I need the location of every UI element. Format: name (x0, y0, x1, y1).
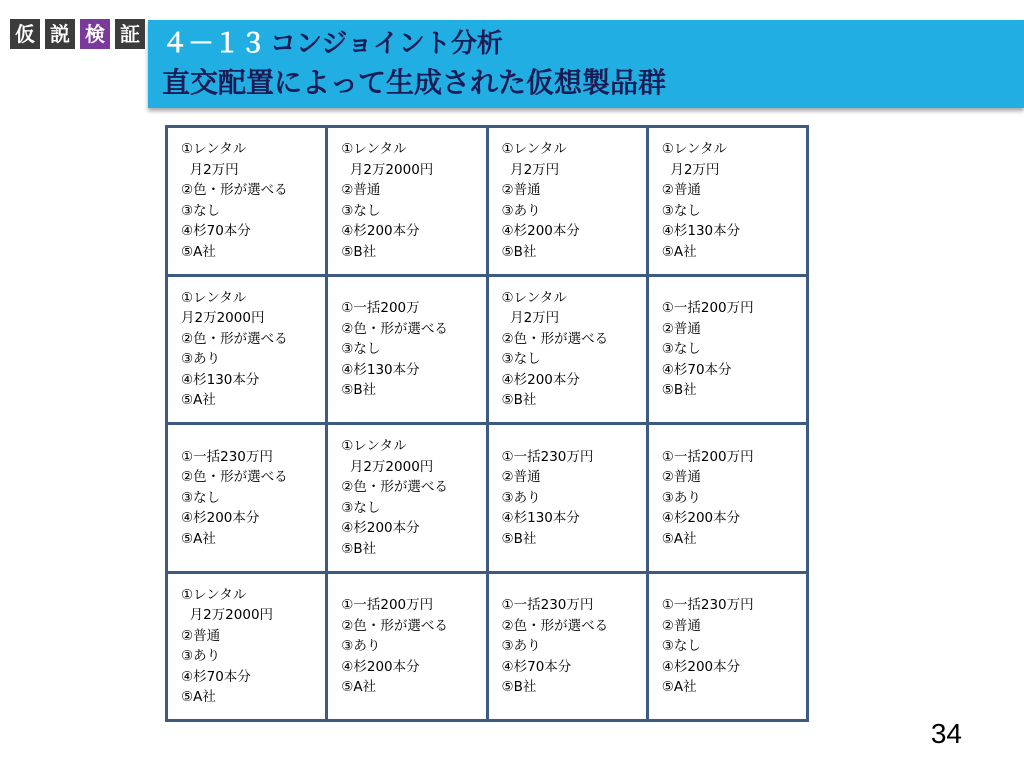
product-card-text: ①一括230万円 ②色・形が選べる ③あり ④杉70本分 ⑤B社 (501, 597, 609, 695)
badge-kari: 仮 (10, 19, 40, 49)
product-card-text: ①レンタル 月2万円 ②色・形が選べる ③なし ④杉70本分 ⑤A社 (181, 141, 288, 260)
category-badges (10, 19, 145, 49)
product-card (489, 128, 646, 274)
title-banner (148, 20, 1024, 108)
product-card-text: ①レンタル 月2万円 ②普通 ③なし ④杉130本分 ⑤A社 (661, 141, 741, 260)
badge-ken: 検 (80, 19, 110, 49)
product-card-text: ①レンタル 月2万2000円 ②普通 ③あり ④杉70本分 ⑤A社 (181, 586, 274, 706)
product-card-text: ①一括200万 ②色・形が選べる ③なし ④杉130本分 ⑤B社 (341, 300, 448, 398)
product-card (649, 277, 806, 423)
product-card-text: ①レンタル 月2万円 ②普通 ③あり ④杉200本分 ⑤B社 (501, 141, 580, 260)
product-card (649, 425, 806, 571)
product-card (489, 277, 646, 423)
product-card (649, 128, 806, 274)
product-card (489, 425, 646, 571)
section-number: ４－１３ (162, 29, 267, 59)
product-card (649, 574, 806, 720)
slide-subtitle: 直交配置によって生成された仮想製品群 (162, 66, 667, 99)
product-card-text: ①レンタル 月2万2000円 ②色・形が選べる ③あり ④杉130本分 ⑤A社 (181, 289, 288, 409)
product-card-text: ①一括200万円 ②普通 ③なし ④杉70本分 ⑤B社 (661, 300, 754, 398)
product-card (328, 128, 485, 274)
product-card-text: ①一括200万円 ②普通 ③あり ④杉200本分 ⑤A社 (661, 448, 754, 547)
product-card (489, 574, 646, 720)
badge-setsu: 説 (45, 19, 75, 49)
slide-title (162, 30, 503, 60)
product-card (328, 574, 485, 720)
product-card-text: ①一括230万円 ②普通 ③あり ④杉130本分 ⑤B社 (501, 448, 594, 547)
product-card-text: ①一括230万円 ②普通 ③なし ④杉200本分 ⑤A社 (661, 597, 754, 695)
product-card-grid (165, 125, 809, 722)
product-card-text: ①レンタル 月2万2000円 ②普通 ③なし ④杉200本分 ⑤B社 (341, 141, 434, 260)
product-card-text: ①一括200万円 ②色・形が選べる ③あり ④杉200本分 ⑤A社 (341, 597, 448, 695)
badge-shou: 証 (115, 19, 145, 49)
product-card-text: ①レンタル 月2万2000円 ②色・形が選べる ③なし ④杉200本分 ⑤B社 (341, 438, 448, 557)
product-card (328, 277, 485, 423)
product-card (168, 425, 325, 571)
product-card (168, 128, 325, 274)
product-card (168, 574, 325, 720)
product-card (168, 277, 325, 423)
product-card-text: ①一括230万円 ②色・形が選べる ③なし ④杉200本分 ⑤A社 (181, 448, 288, 547)
title-heading: コンジョイント分析 (270, 29, 503, 59)
page-number: 34 (930, 718, 962, 749)
product-card-text: ①レンタル 月2万円 ②色・形が選べる ③なし ④杉200本分 ⑤B社 (501, 289, 609, 409)
product-card (328, 425, 485, 571)
